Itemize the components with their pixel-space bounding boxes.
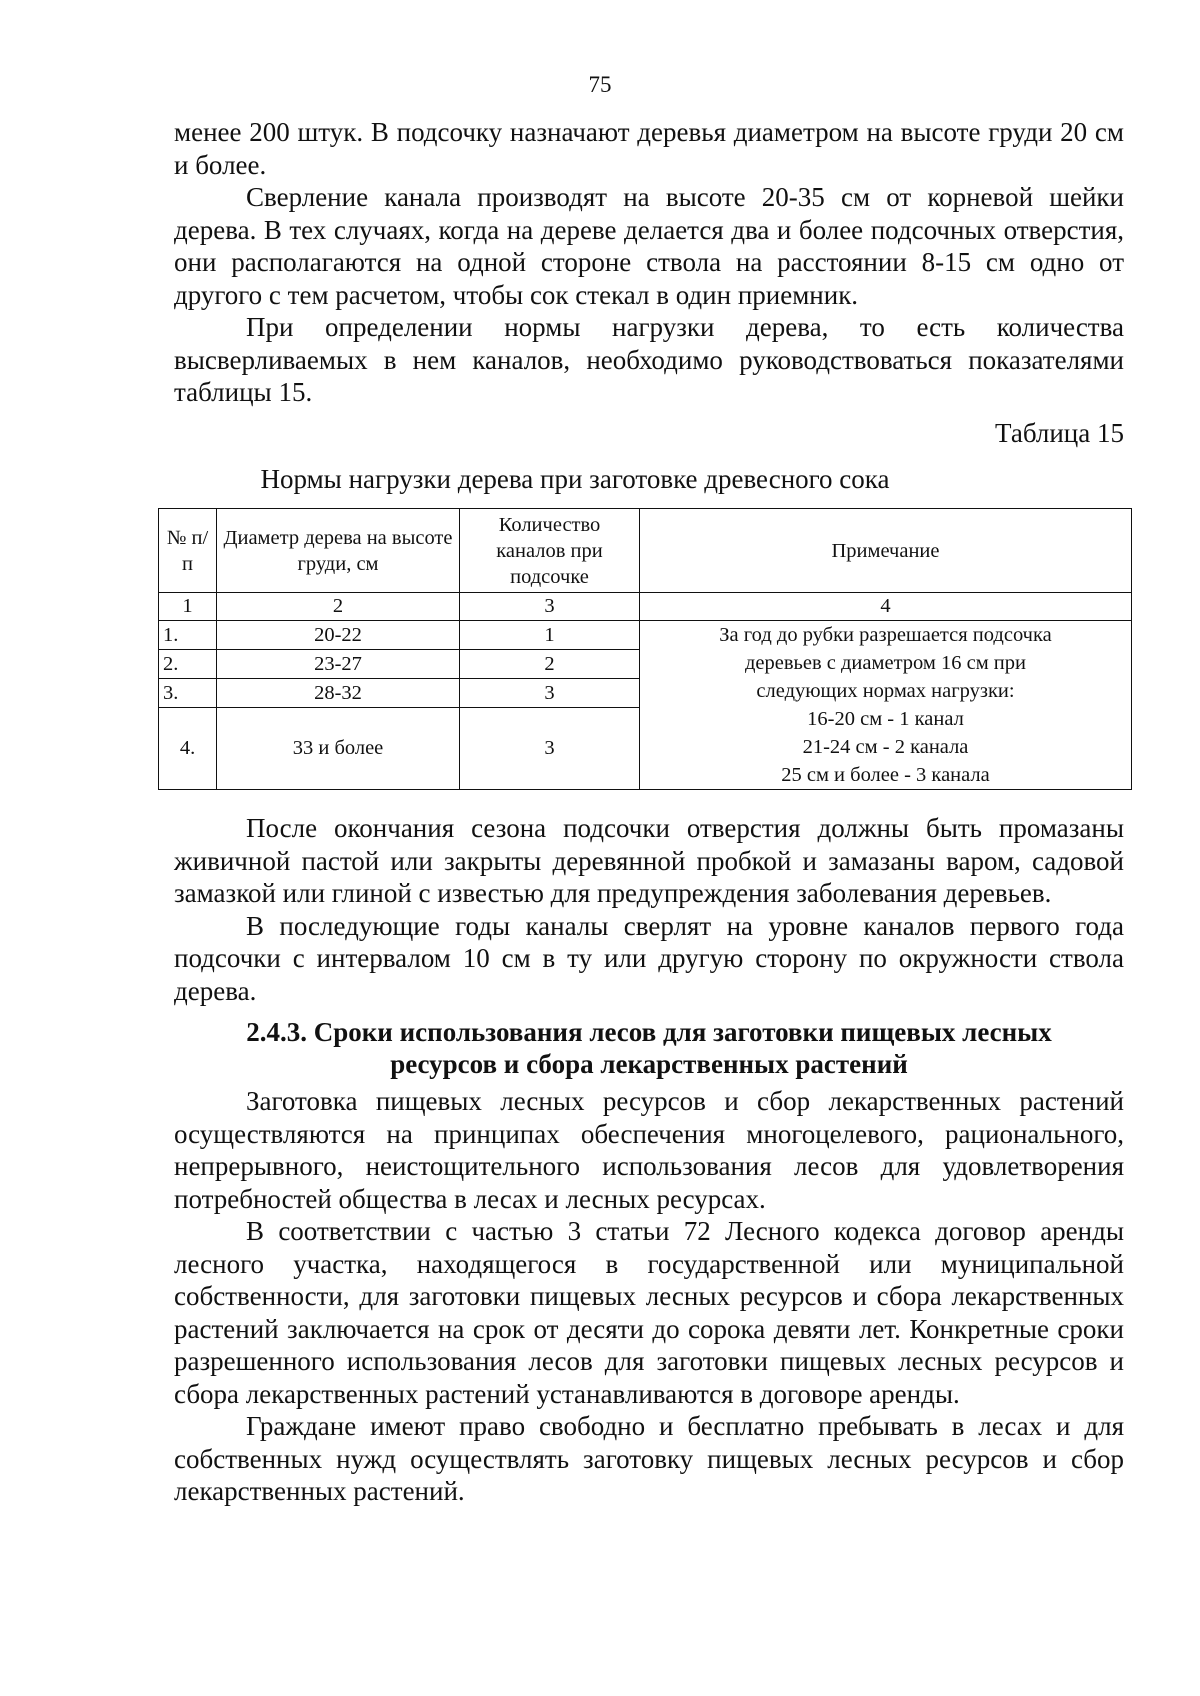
index-cell: 1 [159,593,217,621]
section-text [174,1085,1124,1508]
note-line: следующих нормах нагрузки: [756,680,1015,702]
note-cell [640,621,1132,790]
paragraph: менее 200 штук. В подсочку назначают деревья диаметром на высоте груди 20 см и более. [174,117,1124,180]
norms-table [158,508,1132,790]
paragraph: При определении нормы нагрузки дерева, то есть количества высверливаемых в нем каналов, необходимо руководствоваться показателями таблицы 15. [174,312,1124,407]
note-line: За год до рубки разрешается подсочка [719,624,1052,646]
note-line: 21-24 см - 2 канала [802,736,969,758]
header-cell: № п/п [159,509,217,593]
after-table-text [174,812,1124,1007]
diameter-cell: 23-27 [217,650,460,679]
table-index-row [159,593,1132,621]
row-number-cell: 4. [159,708,217,790]
row-number-cell: 1. [159,621,217,650]
index-cell: 3 [460,593,640,621]
paragraph: Граждане имеют право свободно и бесплатно пребывать в лесах и для собственных нужд осуществлять заготовку пищевых лесных ресурсов и сбор лекарственных растений. [174,1411,1124,1506]
index-cell: 2 [217,593,460,621]
page-number: 75 [588,72,612,97]
paragraph: Сверление канала производят на высоте 20-35 см от корневой шейки дерева. В тех случаях, когда на дереве делается два и более подсочных отверстия, они располагаются на одной стороне ствола на расстоянии 8-15 см одно от другого с тем расчетом, чтобы сок стекал в один приемник. [174,182,1124,310]
note-line: 25 см и более - 3 канала [781,764,990,786]
index-cell: 4 [640,593,1132,621]
paragraph: После окончания сезона подсочки отверстия должны быть промазаны живичной пастой или закрыты деревянной пробкой и замазаны варом, садовой замазкой или глиной с известью для предупреждения заболевания деревьев. [174,813,1124,908]
row-number-cell: 2. [159,650,217,679]
table-label: Таблица 15 [995,418,1124,448]
table-header-row [159,509,1132,593]
note-line: 16-20 см - 1 канал [807,708,964,730]
channels-cell: 3 [460,708,640,790]
paragraph: В соответствии с частью 3 статьи 72 Лесного кодекса договор аренды лесного участка, находящегося в государственной или муниципальной собственности, для заготовки пищевых лесных ресурсов и сбора лекарственных растений заключается на срок от десяти до сорока девяти лет. Конкретные сроки разрешенного использования лесов для заготовки пищевых лесных ресурсов и сбора лекарственных растений устанавливаются в договоре аренды. [174,1216,1124,1409]
diameter-cell: 28-32 [217,679,460,708]
header-cell: Примечание [640,509,1132,593]
row-number-cell: 3. [159,679,217,708]
paragraph: В последующие годы каналы сверлят на уровне каналов первого года подсочки с интервалом 10 см в ту или другую сторону по окружности ствола дерева. [174,910,1124,1006]
intro-text [174,116,1124,409]
header-cell: Количество каналов при подсочке [460,509,640,593]
table-title: Нормы нагрузки дерева при заготовке древесного сока [260,464,890,494]
diameter-cell: 20-22 [217,621,460,650]
section-heading-line: ресурсов и сбора лекарственных растений [390,1049,908,1079]
note-line: деревьев с диаметром 16 см при [744,652,1027,674]
channels-cell: 3 [460,679,640,708]
channels-cell: 2 [460,650,640,679]
channels-cell: 1 [460,621,640,650]
table-row [159,621,1132,650]
header-cell: Диаметр дерева на высоте груди, см [217,509,460,593]
diameter-cell: 33 и более [217,708,460,790]
section-heading [174,1016,1124,1080]
paragraph: Заготовка пищевых лесных ресурсов и сбор лекарственных растений осуществляются на принципах обеспечения многоцелевого, рационального, непрерывного, неистощительного использования лесов для удовлетворения потребностей общества в лесах и лесных ресурсах. [174,1086,1124,1214]
section-heading-line: 2.4.3. Сроки использования лесов для заготовки пищевых лесных [246,1017,1052,1047]
